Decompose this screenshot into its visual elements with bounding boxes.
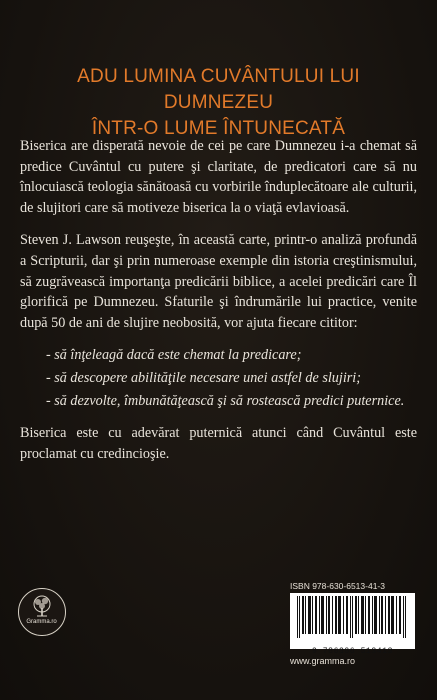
benefit-item: - să dezvolte, îmbunătăţească şi să rostească predici puternice. bbox=[46, 392, 405, 409]
barcode-icon bbox=[293, 596, 412, 638]
tree-icon bbox=[29, 595, 55, 619]
barcode-digits: 9 786306 513413 bbox=[311, 647, 393, 656]
blurb-paragraph-1: Biserica are disperată nevoie de cei pe care Dumnezeu i-a chemat să predice Cuvântul cu putere şi claritate, de predicatori care să nu înlocuiască teologia sănătoasă cu vorbirile înduplecătoare ale culturii, de slujitori care să motiveze biserica la o viaţă evlavioasă. bbox=[20, 138, 417, 216]
headline-line-2: ÎNTR-O LUME ÎNTUNECATĂ bbox=[91, 118, 346, 139]
isbn: ISBN 978-630-6513-41-3 bbox=[290, 581, 385, 591]
benefits-list bbox=[20, 345, 417, 411]
blurb bbox=[20, 136, 417, 476]
blurb-paragraph-2: Steven J. Lawson reuşeşte, în această carte, printr-o analiză profundă a Scripturii, dar şi prin numeroase exemple din istoria creştinismului, să zugrăvească importanţa predicării biblice, a acelei predicări care Îl glorifică pe Dumnezeu. Sfaturile şi îndrumările lui practice, venite după 50 de ani de slujire neobosită, vor ajuta fiecare cititor: bbox=[20, 232, 417, 331]
benefit-item: - să înţeleagă dacă este chemat la predicare; bbox=[46, 347, 302, 364]
barcode bbox=[290, 593, 415, 656]
closing-paragraph: Biserica este cu adevărat puternică atunci când Cuvântul este proclamat cu credincioşie. bbox=[20, 425, 417, 462]
publisher-website: www.gramma.ro bbox=[290, 656, 356, 666]
headline-line-1: ADU LUMINA CUVÂNTULUI LUI DUMNEZEU bbox=[77, 66, 360, 113]
benefit-item: - să descopere abilităţile necesare unei astfel de slujiri; bbox=[46, 369, 361, 386]
headline bbox=[20, 64, 417, 142]
publisher-logo-text: Gramma.ro bbox=[26, 619, 57, 625]
publisher-logo bbox=[18, 588, 66, 636]
barcode-block bbox=[290, 581, 415, 675]
